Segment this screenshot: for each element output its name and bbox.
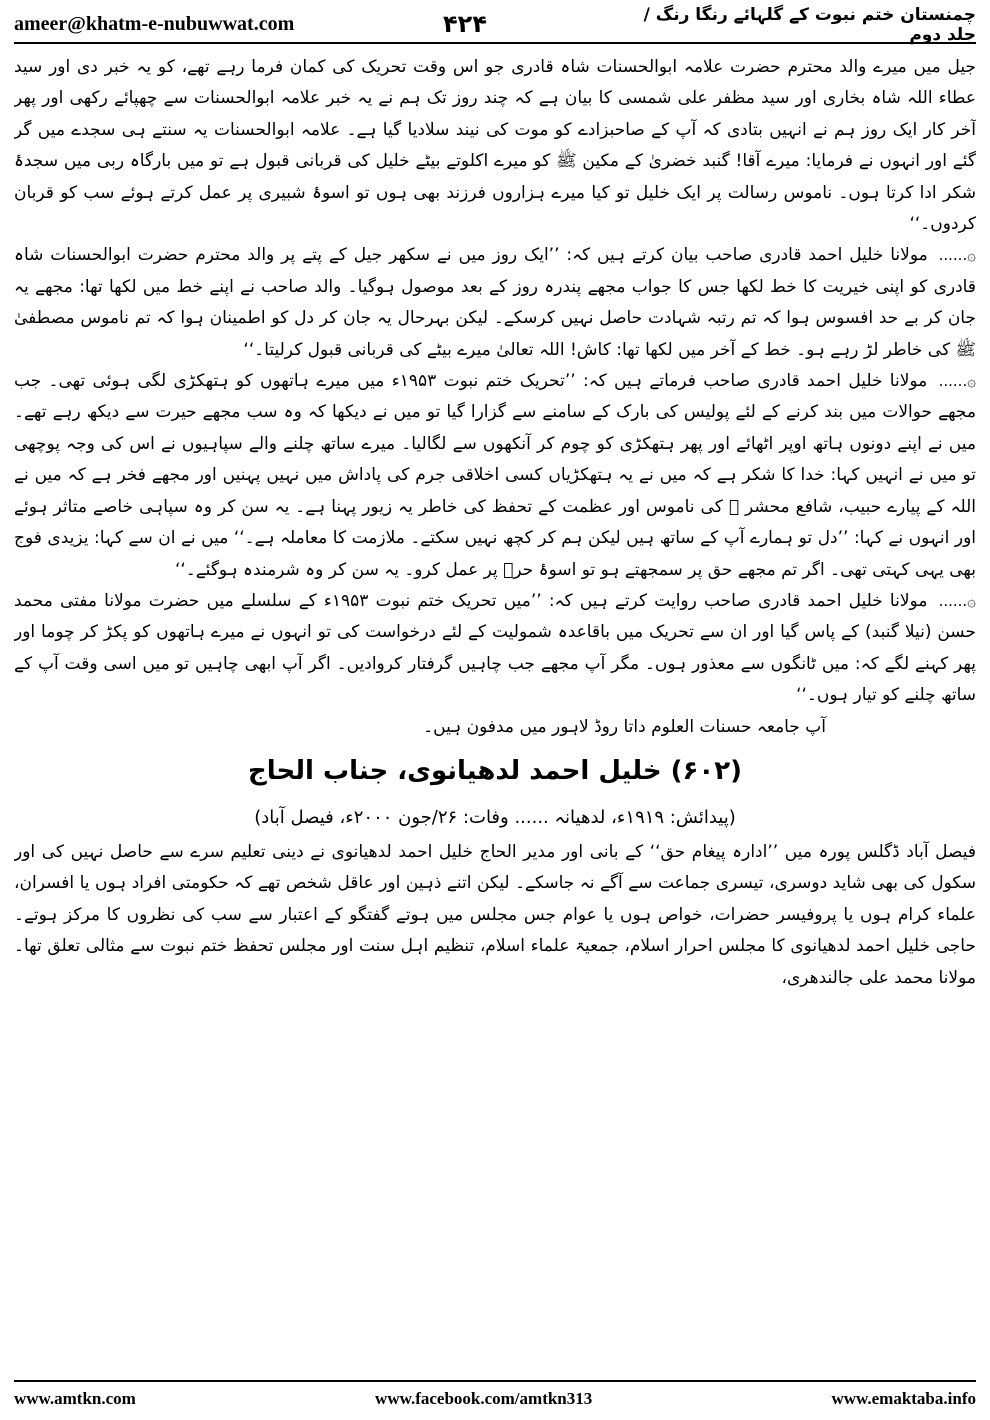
footer-link-emaktaba[interactable]: www.emaktaba.info [831, 1389, 976, 1408]
page-header [14, 6, 976, 44]
section-body: فیصل آباد ڈگلس پورہ میں ’’ادارہ پیغام حق‘‘ کے بانی اور مدیر الحاج خلیل احمد لدھیانوی نے دینی تعلیم سرے سے حاصل نہیں کی اور سکول کی بھی شاید دوسری، تیسری جماعت سے آگے نہ جاسکے۔ لیکن اتنے ذہین اور عاقل شخص تھے کہ حکومتی افراد ہوں یا افسران، علماء کرام ہوں یا پروفیسر حضرات، خواص ہوں یا عوام جس مجلس میں ہوتے گفتگو کے اعتبار سے سب کی نظروں کا مرکز ہوتے۔ حاجی خلیل احمد لدھیانوی کا مجلس احرار اسلام، جمعیۃ علماء اسلام، تنظیم اہل سنت اور مجلس تحفظ ختم نبوت سے مثالی تعلق تھا۔ مولانا محمد علی جالندھری، [14, 841, 976, 988]
flower-bullet-icon: ۞...... [938, 372, 976, 391]
paragraph-text: مولانا خلیل احمد قادری صاحب بیان کرتے ہیں کہ: ’’ایک روز میں نے سکھر جیل کے پتے پر والد محترم حضرت ابوالحسنات شاہ قادری کو اپنی خیریت کا خط لکھا جس کا جواب مجھے پندرہ روز کے بعد موصول ہوگیا۔ والد صاحب نے اپنے خط میں لکھا تھا: مجھے یہ جان کر بے حد افسوس ہوا کہ تم رتبہ شہادت حاصل نہیں کرسکے۔ لیکن بہرحال یہ جان کر دل کو اطمینان ہوا کہ تم ناموس مصطفیٰ ﷺ کی خاطر لڑ رہے ہو۔ خط کے آخر میں لکھا تھا: کاش! اللہ تعالیٰ میرے بیٹے کی قربانی قبول کرلیتا۔‘‘ [14, 245, 976, 360]
paragraph-text: مولانا خلیل احمد قادری صاحب روایت کرتے ہیں کہ: ’’میں تحریک ختم نبوت ۱۹۵۳ء کے سلسلے میں حضرت مولانا مفتی محمد حسن (نیلا گنبد) کے پاس گیا اور ان سے تحریک میں باقاعدہ شمولیت کے لئے درخواست کی تو انہوں نے میرے ہاتھوں کو پکڑ کر چوما اور پھر کہنے لگے کہ: میں ٹانگوں سے معذور ہوں۔ مگر آپ مجھے جب چاہیں گرفتار کروادیں۔ اگر آپ ابھی چاہیں تو میں اسی وقت آپ کے ساتھ چلنے کو تیار ہوں۔‘‘ [14, 590, 976, 706]
footer-link-facebook[interactable]: www.facebook.com/amtkn313 [375, 1389, 593, 1408]
burial-line: آپ جامعہ حسنات العلوم داتا روڈ لاہور میں مدفون ہیں۔ [423, 716, 826, 737]
page-content [14, 52, 976, 1372]
page-footer [14, 1380, 976, 1416]
paragraph-text: جیل میں میرے والد محترم حضرت علامہ ابوالحسنات شاہ قادری جو اس وقت تحریک کی کمان فرما رہے تھے، کو یہ خبر دی اور سید عطاء اللہ شاہ بخاری اور سید مظفر علی شمسی کا بیان ہے کہ چند روز تک ہم نے یہ خبر علامہ ابوالحسنات سے چھپائے رکھی اور پھر آخر کار ایک روز ہم نے انہیں بتادی کہ آپ کے صاحبزادے کو موت کی نیند سلادیا گیا ہے۔ علامہ ابوالحسنات یہ سنتے ہی سجدے میں گر گئے اور انہوں نے فرمایا: میرے آقا! گنبد خضریٰ کے مکین ﷺ کو میرے اکلوتے بیٹے خلیل کی قربانی قبول ہے تو میں بارگاہ ربی میں سجدۂ شکر ادا کرتا ہوں۔ ناموس رسالت پر ایک خلیل تو کیا میرے ہزاروں فرزند بھی ہوں تو اسوۂ شبیری پر عمل کرتے ہوئے سب کو قربان کردوں۔‘‘ [14, 57, 976, 235]
paragraph-3 [14, 366, 976, 586]
flower-bullet-icon: ۞...... [938, 246, 976, 265]
paragraph-text: مولانا خلیل احمد قادری صاحب فرماتے ہیں کہ: ’’تحریک ختم نبوت ۱۹۵۳ء میں میرے ہاتھوں کو ہتھکڑی لگی ہوئی تھی۔ جب مجھے حوالات میں بند کرنے کے لئے پولیس کی بارک کے سامنے سے گزارا گیا تو میں نے دیکھا کہ وہ سب مجھے حیرت سے دیکھ رہے تھے۔ میں نے اپنے دونوں ہاتھ اوپر اٹھائے اور پھر ہتھکڑی کو چوم کر آنکھوں سے لگالیا۔ میرے ساتھ چلنے والے سپاہیوں نے اس کی وجہ پوچھی تو میں نے انہیں کہا: خدا کا شکر ہے کہ میں نے یہ ہتھکڑیاں کسی اخلاقی جرم کی پاداش میں نہیں پہنیں اور مجھے فخر ہے کہ میں نے اللہ کے پیارے حبیب، شافع محشر ﷺ کی ناموس اور عظمت کے تحفظ کی خاطر یہ زیور پہنا ہے۔ یہ سن کر وہ سپاہی خاصے متاثر ہوئے اور انہوں نے کہا: ’’دل تو ہمارے آپ کے ساتھ ہیں لیکن ہم کر کچھ نہیں سکتے۔ ملازمت کا معاملہ ہے۔‘‘ میں نے ان سے کہا: یزیدی فوج بھی یہی کہتی تھی۔ اگر تم مجھے حق پر سمجھتے ہو تو اسوۂ حرؓ پر عمل کرو۔ یہ سن کر وہ شرمندہ ہوگئے۔‘‘ [14, 371, 976, 580]
section-heading: (۶۰۲) خلیل احمد لدھیانوی، جناب الحاج [247, 755, 743, 786]
page-number: ۴۲۴ [443, 10, 487, 38]
book-title: چمنستان ختم نبوت کے گلہائے رنگا رنگ / جلد دوم [643, 4, 976, 45]
flower-bullet-icon: ۞...... [938, 591, 976, 610]
birth-death-dates: (پیدائش: ۱۹۱۹ء، لدھیانہ ...... وفات: ۲۶/جون ۲۰۰۰ء، فیصل آباد) [254, 806, 736, 828]
paragraph-1 [14, 52, 976, 240]
header-email[interactable]: ameer@khatm-e-nubuwwat.com [14, 12, 295, 35]
paragraph-2 [14, 240, 976, 366]
footer-link-amtkn[interactable]: www.amtkn.com [14, 1389, 136, 1408]
paragraph-4 [14, 586, 976, 712]
